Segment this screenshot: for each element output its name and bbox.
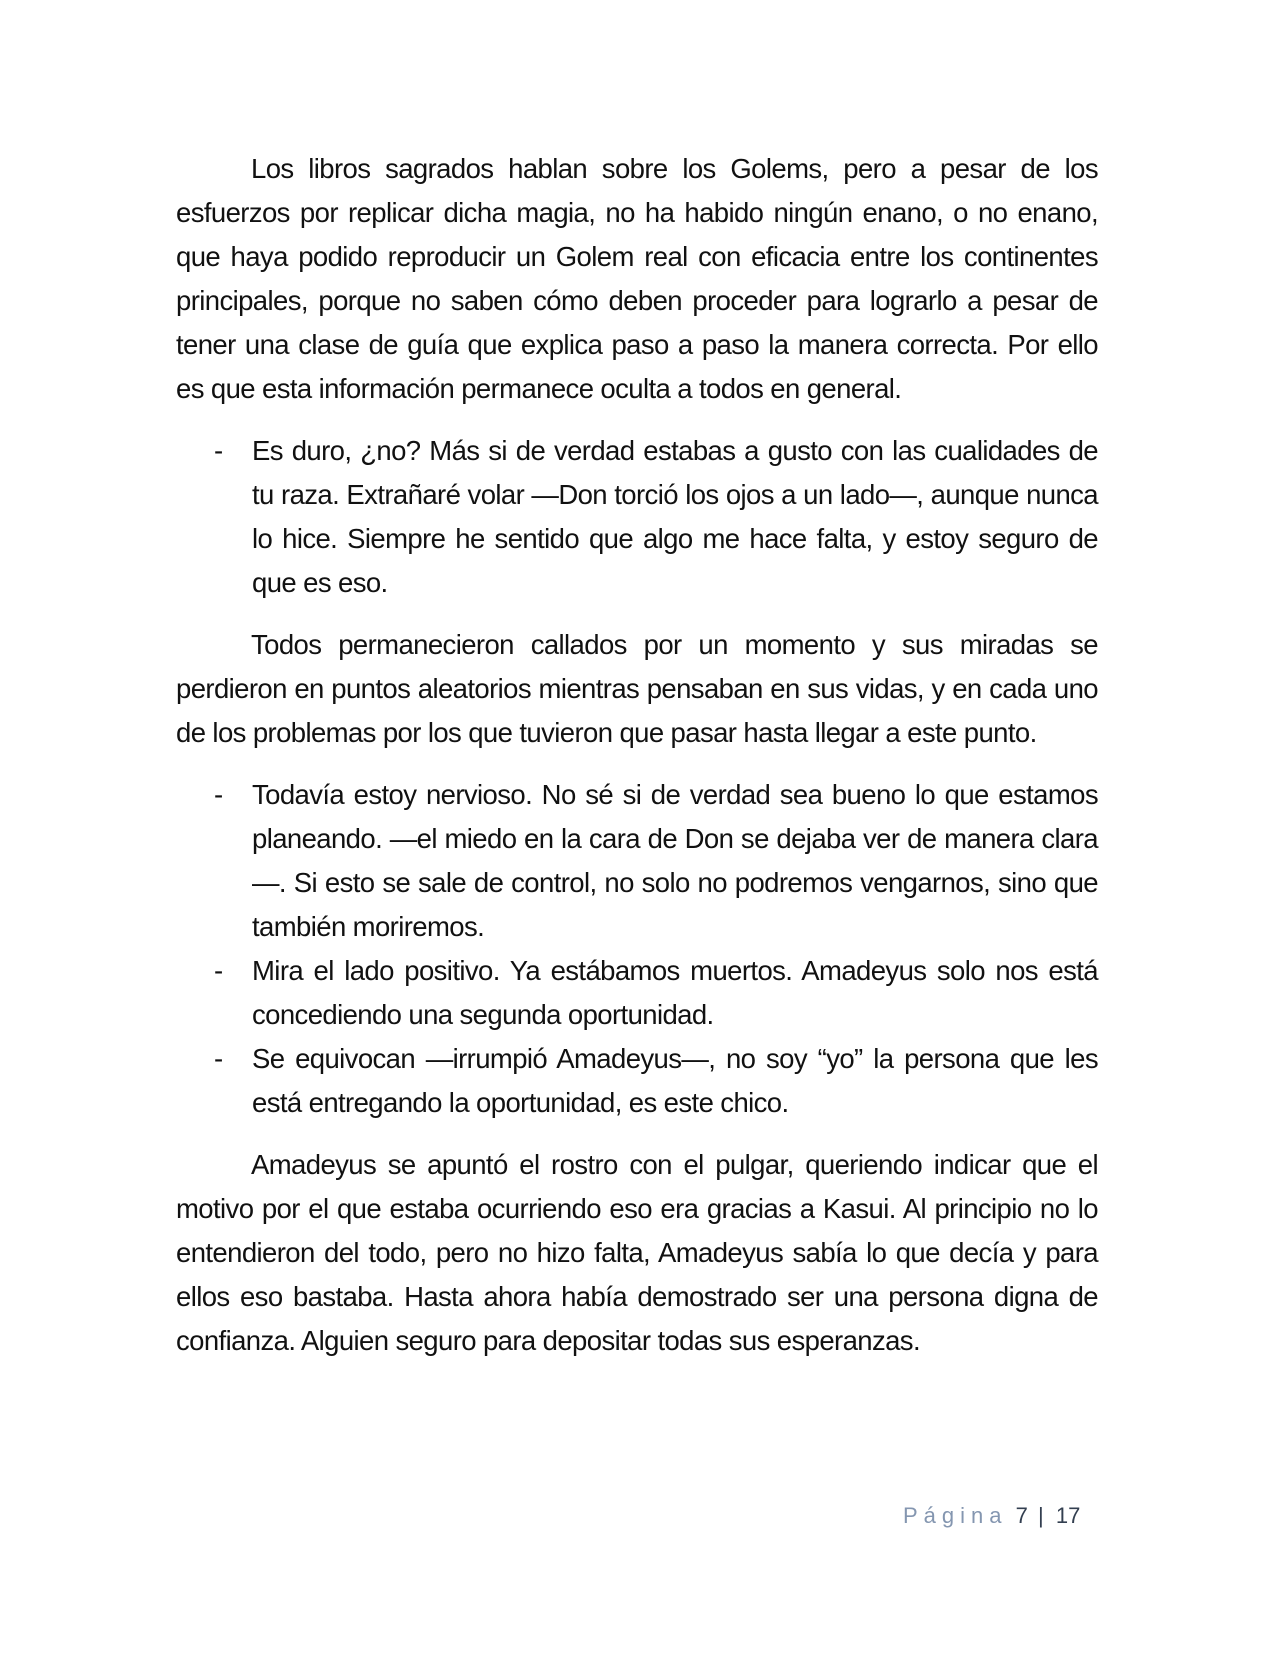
body-text — [176, 147, 1098, 1381]
dialogue-text: Mira el lado positivo. Ya estábamos muertos. Amadeyus solo nos está concediendo una segunda oportunidad. — [252, 955, 1098, 1030]
paragraph: Amadeyus se apuntó el rostro con el pulgar, queriendo indicar que el motivo por el que estaba ocurriendo eso era gracias a Kasui. Al principio no lo entendieron del todo, pero no hizo falta, Amadeyus sabía lo que decía y para ellos eso bastaba. Hasta ahora había demostrado ser una persona digna de confianza. Alguien seguro para depositar todas sus esperanzas. — [176, 1149, 1098, 1356]
dialogue-line — [176, 773, 1098, 949]
dash-marker: - — [214, 779, 223, 810]
dialogue-line — [176, 1037, 1098, 1125]
dialogue-text: Se equivocan —irrumpió Amadeyus—, no soy “yo” la persona que les está entregando la oportunidad, es este chico. — [252, 1043, 1098, 1118]
page-footer — [903, 1503, 1080, 1529]
dialogue-line — [176, 429, 1098, 605]
page-separator: | — [1038, 1503, 1044, 1528]
dialogue-list — [176, 773, 1098, 1125]
page-number: 7 — [1015, 1503, 1028, 1528]
dialogue-list — [176, 429, 1098, 605]
dash-marker: - — [214, 1043, 223, 1074]
dialogue-text: Es duro, ¿no? Más si de verdad estabas a gusto con las cualidades de tu raza. Extrañaré volar —Don torció los ojos a un lado—, aunque nunca lo hice. Siempre he sentido que algo me hace falta, y estoy seguro de que es eso. — [252, 435, 1098, 598]
page-total: 17 — [1055, 1503, 1081, 1528]
dialogue-line — [176, 949, 1098, 1037]
paragraph: Los libros sagrados hablan sobre los Golems, pero a pesar de los esfuerzos por replicar dicha magia, no ha habido ningún enano, o no enano, que haya podido reproducir un Golem real con eficacia entre los continentes principales, porque no saben cómo deben proceder para lograrlo a pesar de tener una clase de guía que explica paso a paso la manera correcta. Por ello es que esta información permanece oculta a todos en general. — [176, 153, 1098, 404]
page-label: Página — [903, 1503, 1008, 1528]
dialogue-text: Todavía estoy nervioso. No sé si de verdad sea bueno lo que estamos planeando. —el miedo en la cara de Don se dejaba ver de manera clara—. Si esto se sale de control, no solo no podremos vengarnos, sino que también moriremos. — [252, 779, 1098, 942]
paragraph: Todos permanecieron callados por un momento y sus miradas se perdieron en puntos aleatorios mientras pensaban en sus vidas, y en cada uno de los problemas por los que tuvieron que pasar hasta llegar a este punto. — [176, 629, 1098, 748]
dash-marker: - — [214, 955, 223, 986]
dash-marker: - — [214, 435, 223, 466]
